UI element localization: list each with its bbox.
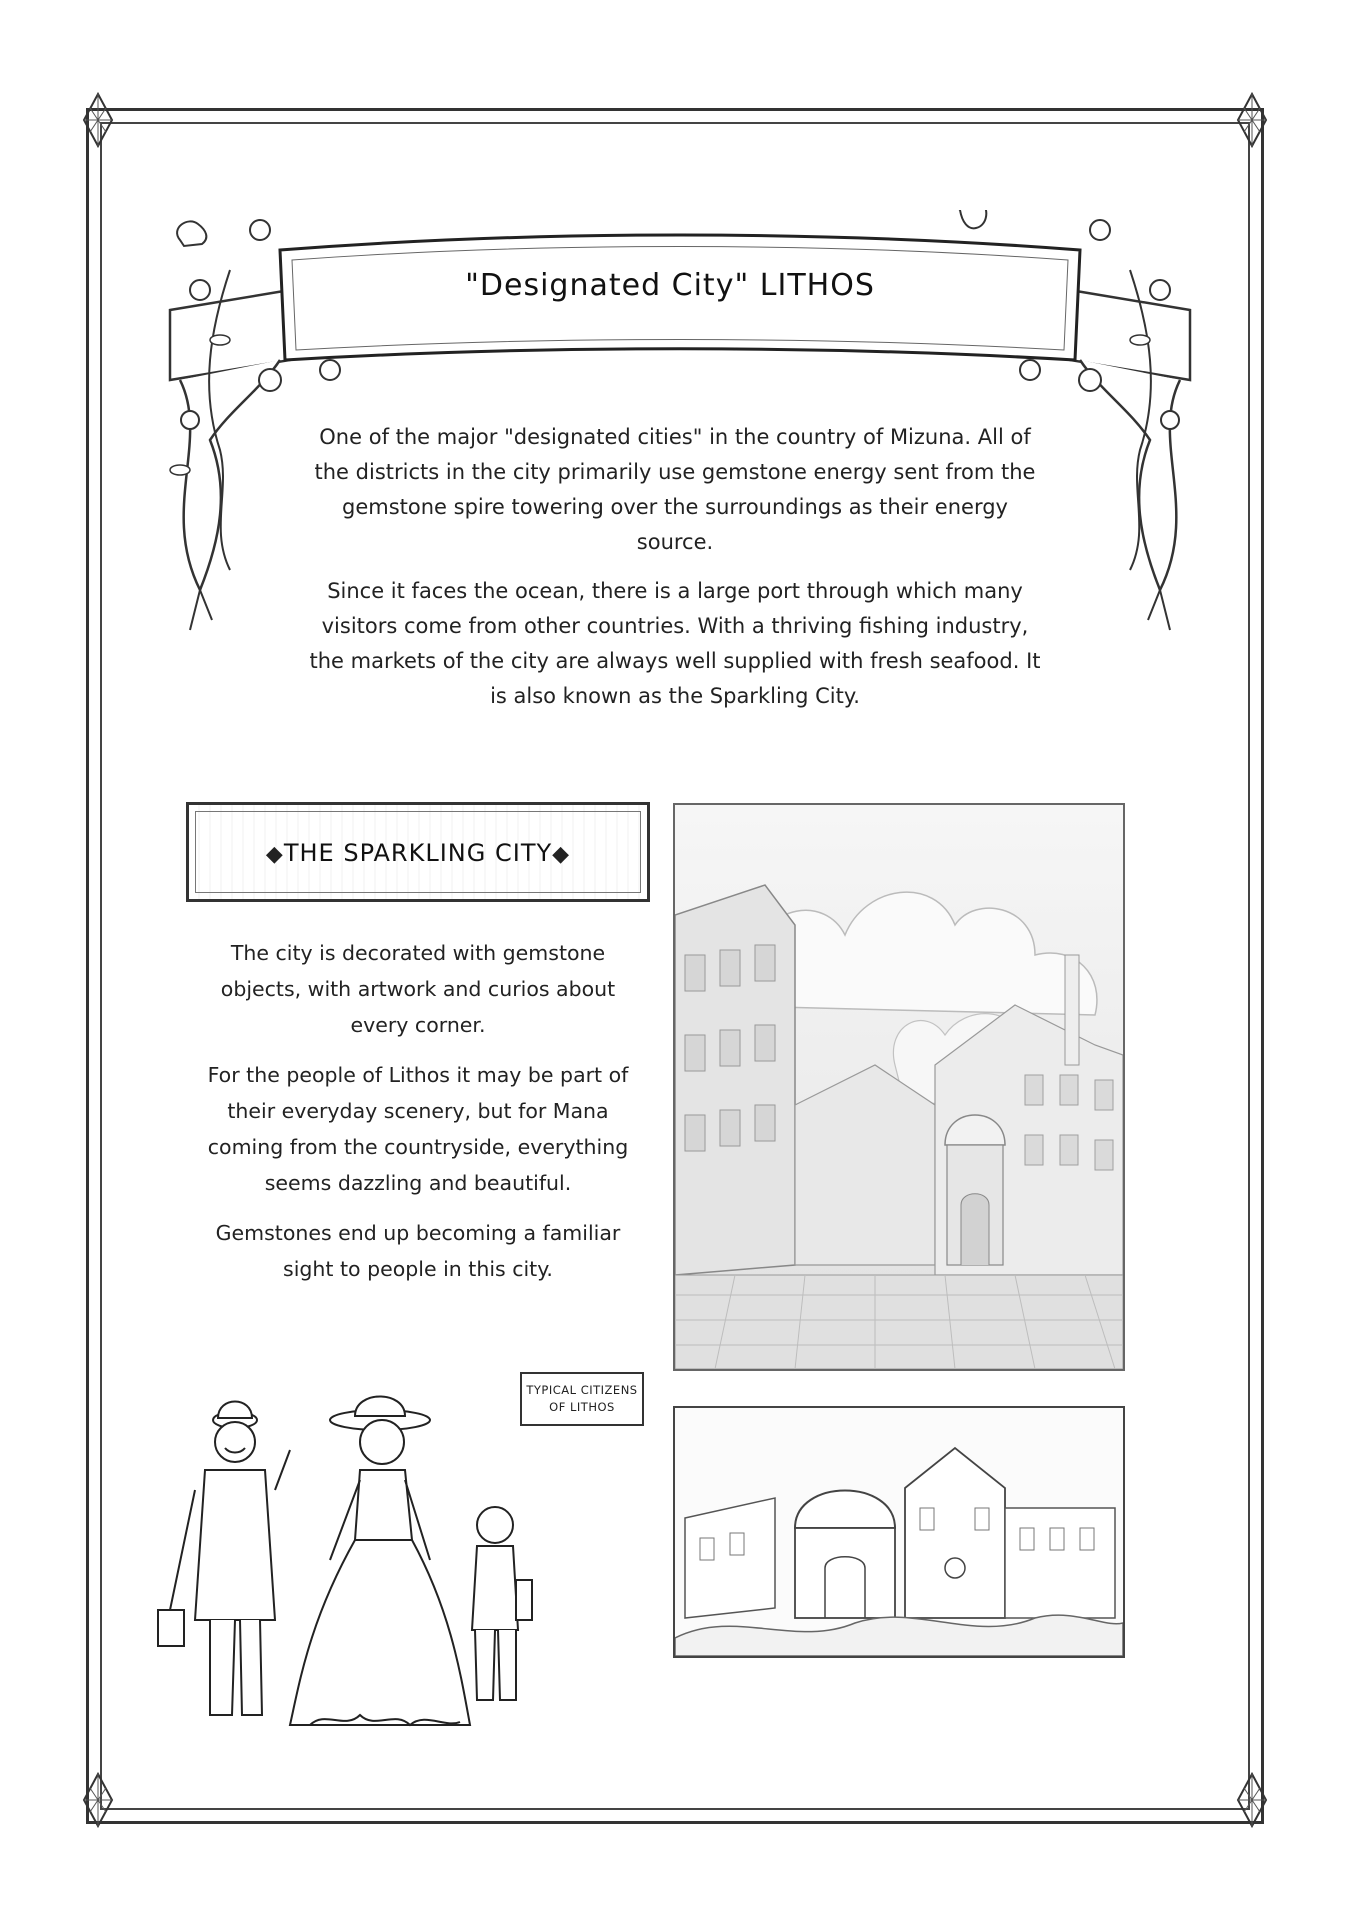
corner-gem-icon: [68, 90, 128, 150]
gem-icon: ◆: [265, 842, 284, 867]
body-paragraph: The city is decorated with gemstone objects, with artwork and curios about every corner.: [220, 941, 616, 1037]
city-illustration: [673, 803, 1125, 1371]
intro-text: [305, 420, 1045, 728]
section-title-text: THE SPARKLING CITY: [283, 839, 553, 867]
gem-icon: ◆: [552, 842, 571, 867]
corner-gem-icon: [68, 1770, 128, 1830]
page-title: "Designated City" LITHOS: [465, 268, 875, 303]
section-title: [189, 839, 647, 867]
intro-paragraph: One of the major "designated cities" in the country of Mizuna. All of the districts in the city primarily use gemstone energy sent from the gemstone spire towering over the surroundings as their energy source.: [314, 425, 1036, 554]
corner-gem-icon: [1222, 1770, 1282, 1830]
citizens-caption-line: TYPICAL CITIZENS: [526, 1383, 638, 1397]
corner-gem-icon: [1222, 90, 1282, 150]
intro-paragraph: Since it faces the ocean, there is a large port through which many visitors come from other countries. With a thriving fishing industry, the markets of the city are always well supplied with fresh seafood. It is also known as the Sparkling City.: [309, 579, 1041, 708]
city-street-image: [675, 805, 1123, 1369]
town-sketch-image: [675, 1408, 1123, 1656]
citizens-caption-line: OF LITHOS: [549, 1400, 615, 1414]
citizen-man: [158, 1402, 290, 1716]
bird-icon: [177, 221, 206, 246]
squirrel-icon: [957, 210, 986, 228]
body-paragraph: For the people of Lithos it may be part of their everyday scenery, but for Mana coming from the countryside, everything seems dazzling and beautiful.: [207, 1063, 629, 1195]
citizen-woman: [290, 1397, 470, 1726]
section-body: [196, 935, 640, 1301]
town-sketch: [673, 1406, 1125, 1658]
body-paragraph: Gemstones end up becoming a familiar sight to people in this city.: [215, 1221, 621, 1281]
citizens-caption: [520, 1372, 644, 1426]
citizen-boy: [472, 1507, 532, 1700]
section-header-box: [186, 802, 650, 902]
